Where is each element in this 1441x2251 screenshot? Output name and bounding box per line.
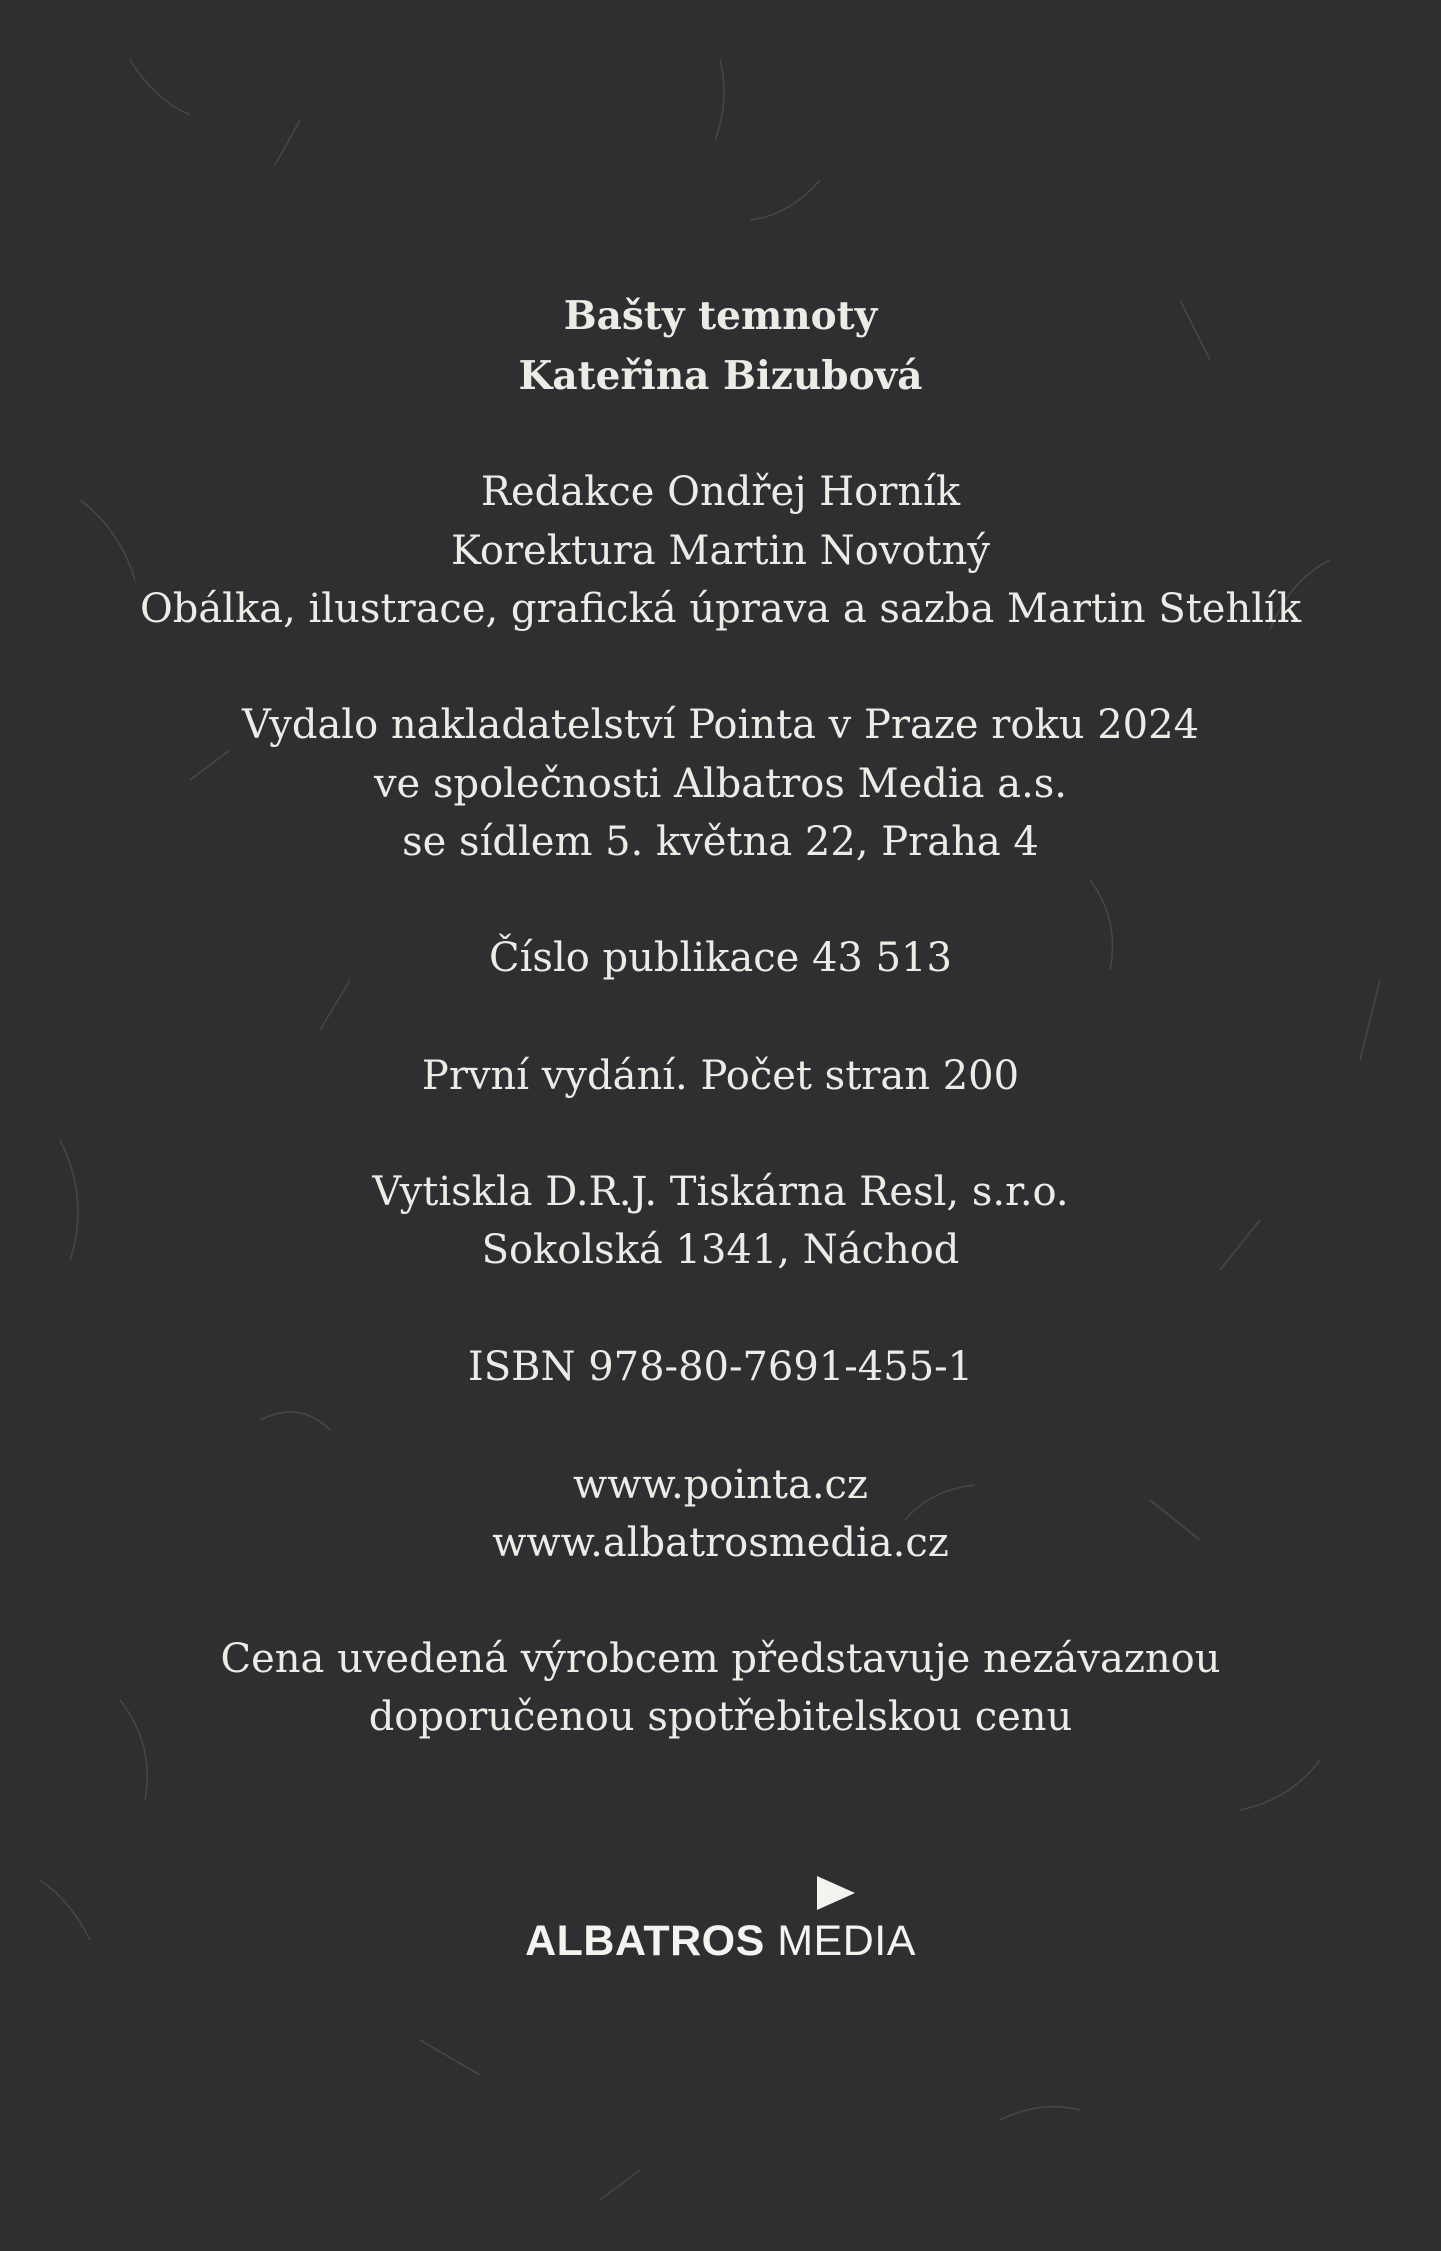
play-triangle-icon [817,1876,857,1910]
publisher-line-3: se sídlem 5. května 22, Praha 4 [402,819,1039,865]
website-pointa: www.pointa.cz [572,1462,869,1508]
albatros-media-logo [0,1876,1441,1966]
price-note-line-2: doporučenou spotřebitelskou cenu [368,1694,1073,1740]
logo-wordmark-regular: MEDIA [764,1917,916,1965]
book-author: Kateřina Bizubová [518,353,923,399]
publisher-line-1: Vydalo nakladatelství Pointa v Praze roku 2024 [241,702,1200,748]
logo-wordmark [0,1916,1441,1966]
credit-design: Obálka, ilustrace, grafická úprava a sazba Martin Stehlík [139,586,1302,632]
credit-editor: Redakce Ondřej Horník [480,469,961,515]
credit-proofreader: Korektura Martin Novotný [451,528,990,574]
printer-line-2: Sokolská 1341, Náchod [481,1227,960,1273]
edition-info: První vydání. Počet stran 200 [421,1053,1020,1099]
isbn: ISBN 978-80-7691-455-1 [467,1344,974,1390]
website-albatrosmedia: www.albatrosmedia.cz [492,1520,949,1566]
publisher-line-2: ve společnosti Albatros Media a.s. [373,761,1068,807]
book-title: Bašty temnoty [563,293,878,339]
publication-number: Číslo publikace 43 513 [489,935,952,981]
logo-wordmark-bold: ALBATROS [525,1917,765,1965]
printer-line-1: Vytiskla D.R.J. Tiskárna Resl, s.r.o. [372,1169,1069,1215]
price-note-line-1: Cena uvedená výrobcem představuje nezávaznou [220,1636,1221,1682]
